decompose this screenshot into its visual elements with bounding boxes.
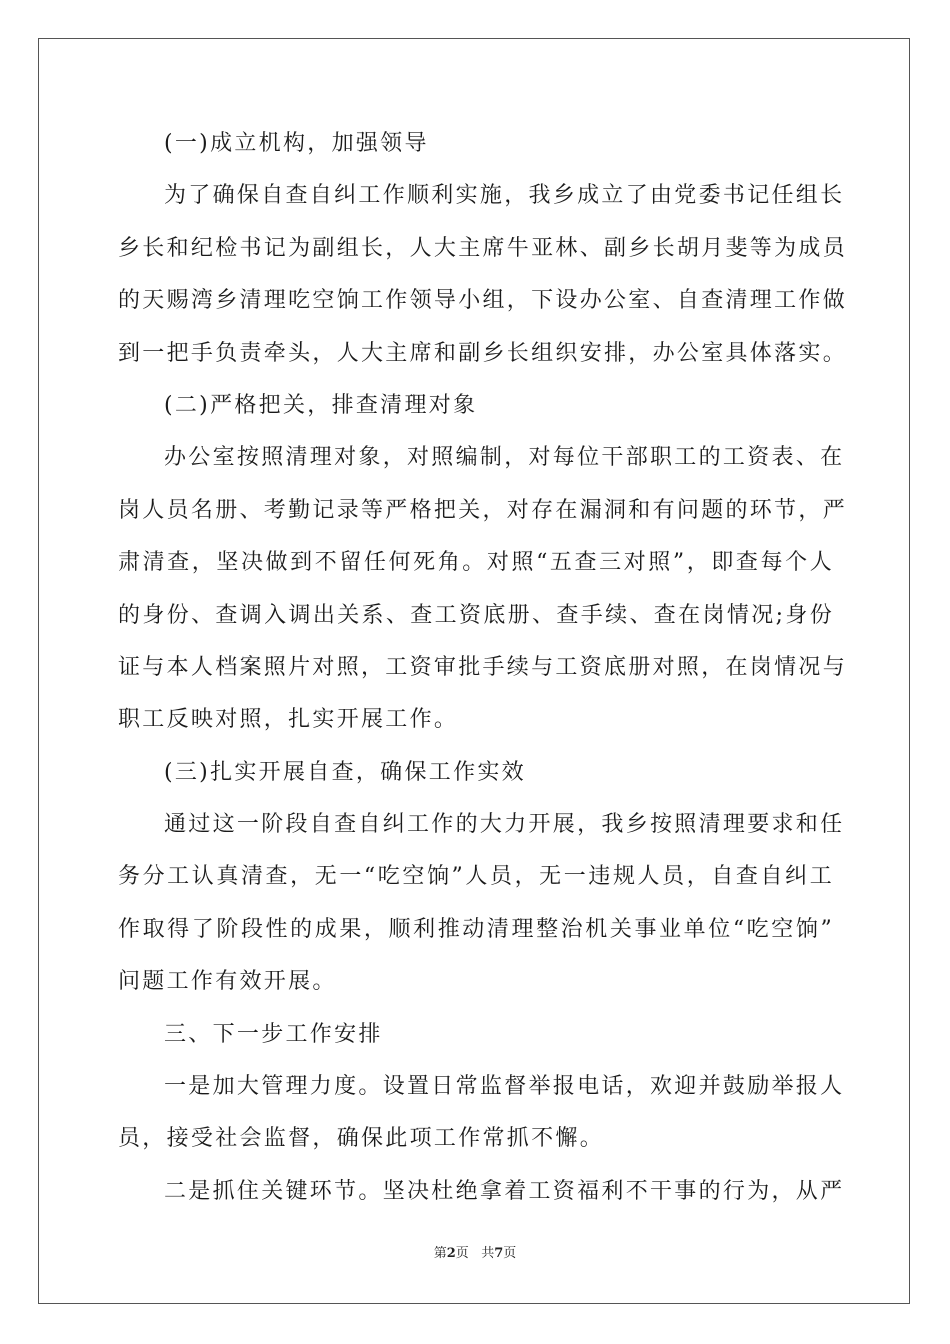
text-line: 肃清查，坚决做到不留任何死角。对照“五查三对照”，即查每个人 bbox=[118, 550, 834, 576]
page-total-prefix: 共 bbox=[481, 1246, 495, 1261]
text-line: (二)严格把关，排查清理对象 bbox=[164, 392, 478, 418]
page-number-suffix: 页 bbox=[455, 1246, 469, 1261]
text-line: 二是抓住关键环节。坚决杜绝拿着工资福利不干事的行为，从严 bbox=[164, 1178, 845, 1204]
page-total-suffix: 页 bbox=[503, 1246, 517, 1261]
text-line: (一)成立机构，加强领导 bbox=[164, 131, 429, 156]
text-line: 岗人员名册、考勤记录等严格把关，对存在漏洞和有问题的环节，严 bbox=[118, 497, 848, 523]
text-line: 问题工作有效开展。 bbox=[118, 969, 337, 995]
text-line: 乡长和纪检书记为副组长，人大主席牛亚林、副乡长胡月斐等为成员 bbox=[118, 235, 848, 261]
page-number-prefix: 第 bbox=[433, 1246, 447, 1261]
text-line: 一是加大管理力度。设置日常监督举报电话，欢迎并鼓励举报人 bbox=[164, 1074, 845, 1100]
text-line: (三)扎实开展自查，确保工作实效 bbox=[164, 759, 526, 785]
text-line: 到一把手负责牵头，人大主席和副乡长组织安排，办公室具体落实。 bbox=[118, 340, 848, 366]
text-line: 三、下一步工作安排 bbox=[164, 1021, 383, 1047]
text-line: 务分工认真清查，无一“吃空饷”人员，无一违规人员，自查自纠工 bbox=[118, 864, 834, 890]
text-line: 的天赐湾乡清理吃空饷工作领导小组，下设办公室、自查清理工作做 bbox=[118, 288, 848, 314]
text-line: 为了确保自查自纠工作顺利实施，我乡成立了由党委书记任组长 bbox=[164, 183, 845, 209]
page-total: 7 bbox=[494, 1246, 504, 1261]
document-body bbox=[118, 126, 848, 1226]
page-number-current: 2 bbox=[446, 1246, 456, 1261]
text-line: 办公室按照清理对象，对照编制，对每位干部职工的工资表、在 bbox=[164, 445, 845, 471]
text-line: 员，接受社会监督，确保此项工作常抓不懈。 bbox=[118, 1126, 605, 1152]
page-footer bbox=[0, 1244, 950, 1264]
text-line: 证与本人档案照片对照，工资审批手续与工资底册对照，在岗情况与 bbox=[118, 654, 848, 680]
text-line: 的身份、查调入调出关系、查工资底册、查手续、查在岗情况;身份 bbox=[118, 602, 834, 628]
text-line: 职工反映对照，扎实开展工作。 bbox=[118, 707, 459, 733]
text-line: 通过这一阶段自查自纠工作的大力开展，我乡按照清理要求和任 bbox=[164, 812, 845, 838]
text-line: 作取得了阶段性的成果，顺利推动清理整治机关事业单位“吃空饷” bbox=[118, 916, 834, 942]
